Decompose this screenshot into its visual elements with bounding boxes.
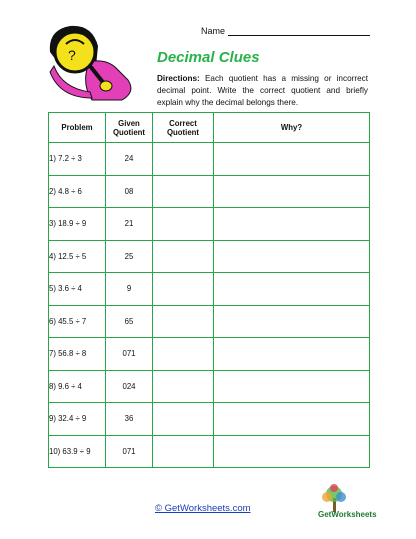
- name-blank-line[interactable]: [228, 35, 370, 36]
- why-answer[interactable]: [214, 403, 370, 436]
- table-row: [49, 208, 370, 241]
- problem-cell: 10) 63.9 ÷ 9: [49, 435, 106, 468]
- problem-cell: 2) 4.8 ÷ 6: [49, 175, 106, 208]
- problem-cell: 1) 7.2 ÷ 3: [49, 143, 106, 176]
- why-answer[interactable]: [214, 240, 370, 273]
- table-header-row: [49, 113, 370, 143]
- given-quotient-cell: 08: [106, 175, 153, 208]
- getworksheets-link[interactable]: © GetWorksheets.com: [155, 503, 251, 514]
- correct-quotient-answer[interactable]: [153, 305, 214, 338]
- header-why: Why?: [214, 113, 370, 143]
- why-answer[interactable]: [214, 208, 370, 241]
- given-quotient-cell: 21: [106, 208, 153, 241]
- why-answer[interactable]: [214, 435, 370, 468]
- problem-cell: 9) 32.4 ÷ 9: [49, 403, 106, 436]
- correct-quotient-answer[interactable]: [153, 370, 214, 403]
- why-answer[interactable]: [214, 370, 370, 403]
- directions-label: Directions:: [157, 74, 200, 83]
- table-row: [49, 435, 370, 468]
- worksheet-table: [48, 112, 370, 468]
- why-answer[interactable]: [214, 143, 370, 176]
- given-quotient-cell: 071: [106, 338, 153, 371]
- header-correct-quotient: Correct Quotient: [153, 113, 214, 143]
- correct-quotient-answer[interactable]: [153, 143, 214, 176]
- table-row: [49, 143, 370, 176]
- given-quotient-cell: 9: [106, 273, 153, 306]
- problem-cell: 7) 56.8 ÷ 8: [49, 338, 106, 371]
- given-quotient-cell: 25: [106, 240, 153, 273]
- page-title: Decimal Clues: [157, 49, 260, 66]
- given-quotient-cell: 024: [106, 370, 153, 403]
- problem-cell: 8) 9.6 ÷ 4: [49, 370, 106, 403]
- problem-cell: 4) 12.5 ÷ 5: [49, 240, 106, 273]
- correct-quotient-answer[interactable]: [153, 273, 214, 306]
- table-row: [49, 273, 370, 306]
- tree-logo-icon: [308, 484, 378, 528]
- problem-cell: 6) 45.5 ÷ 7: [49, 305, 106, 338]
- name-field: [201, 26, 370, 36]
- table-row: [49, 175, 370, 208]
- correct-quotient-answer[interactable]: [153, 175, 214, 208]
- why-answer[interactable]: [214, 338, 370, 371]
- directions: [157, 73, 368, 109]
- table-row: [49, 240, 370, 273]
- correct-quotient-answer[interactable]: [153, 403, 214, 436]
- table-row: [49, 338, 370, 371]
- correct-quotient-answer[interactable]: [153, 208, 214, 241]
- header-problem: Problem: [49, 113, 106, 143]
- why-answer[interactable]: [214, 305, 370, 338]
- table-row: [49, 305, 370, 338]
- header-given-quotient: Given Quotient: [106, 113, 153, 143]
- problem-cell: 3) 18.9 ÷ 9: [49, 208, 106, 241]
- given-quotient-cell: 24: [106, 143, 153, 176]
- name-label: Name: [201, 26, 226, 36]
- correct-quotient-answer[interactable]: [153, 338, 214, 371]
- logo-text: GetWorksheets: [318, 510, 377, 519]
- correct-quotient-answer[interactable]: [153, 435, 214, 468]
- girl-with-magnifier-icon: [44, 22, 152, 106]
- table-row: [49, 403, 370, 436]
- given-quotient-cell: 65: [106, 305, 153, 338]
- given-quotient-cell: 36: [106, 403, 153, 436]
- why-answer[interactable]: [214, 175, 370, 208]
- why-answer[interactable]: [214, 273, 370, 306]
- problem-cell: 5) 3.6 ÷ 4: [49, 273, 106, 306]
- directions-text: Each quotient has a missing or incorrect decimal point. Write the correct quotient and briefly explain why the decimal belongs there.: [157, 74, 368, 107]
- given-quotient-cell: 071: [106, 435, 153, 468]
- correct-quotient-answer[interactable]: [153, 240, 214, 273]
- table-row: [49, 370, 370, 403]
- svg-text:?: ?: [68, 47, 76, 63]
